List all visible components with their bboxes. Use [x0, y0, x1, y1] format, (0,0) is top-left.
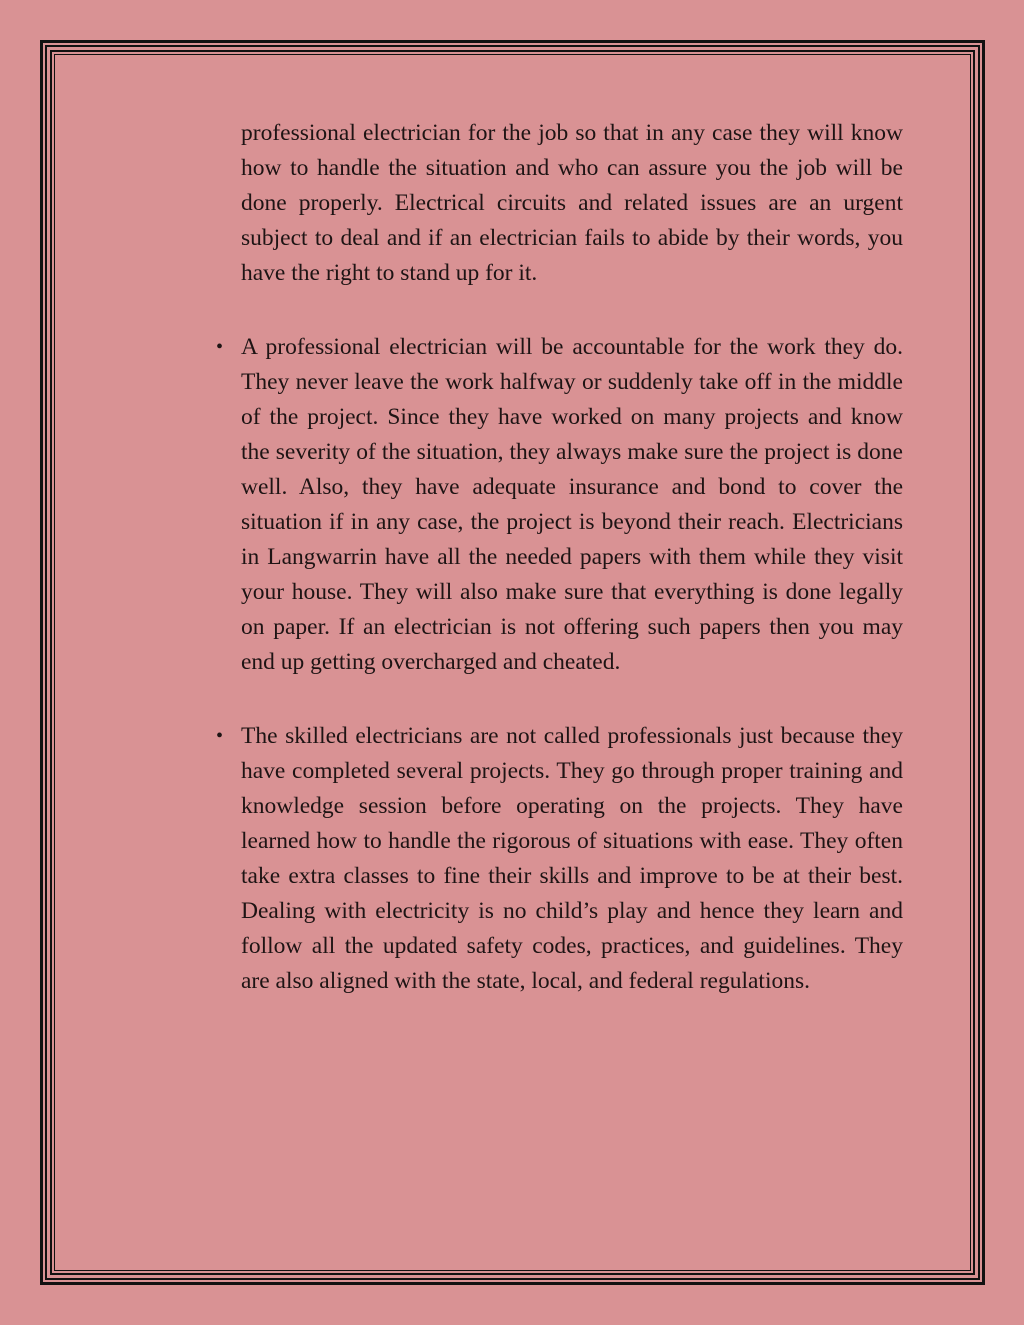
bullet-text: The skilled electricians are not called professionals just because they have completed several projects. They go through proper training and knowledge session before operating on the projects. They have learned how to handle the rigorous of situations with ease. They often take extra classes to fine their skills and improve to be at their best. Dealing with electricity is no child’s play and hence they learn and follow all the updated safety codes, practices, and guidelines. They are also aligned with the state, local, and federal regulations.	[241, 723, 903, 994]
bullet-item-accountability	[216, 330, 903, 680]
bullet-icon: •	[216, 336, 224, 358]
bullet-item-training	[216, 719, 903, 999]
document-body	[216, 116, 903, 1038]
continuation-paragraph: professional electrician for the job so that in any case they will know how to handle the situation and who can assure you the job will be done properly. Electrical circuits and related issues are an urgent subject to deal and if an electrician fails to abide by their words, you have the right to stand up for it.	[241, 120, 903, 286]
bullet-text: A professional electrician will be accountable for the work they do. They never leave the work halfway or suddenly take off in the middle of the project. Since they have worked on many projects and know the severity of the situation, they always make sure the project is done well. Also, they have adequate insurance and bond to cover the situation if in any case, the project is beyond their reach. Electricians in Langwarrin have all the needed papers with them while they visit your house. They will also make sure that everything is done legally on paper. If an electrician is not offering such papers then you may end up getting overcharged and cheated.	[241, 334, 903, 675]
bullet-icon: •	[216, 725, 224, 747]
